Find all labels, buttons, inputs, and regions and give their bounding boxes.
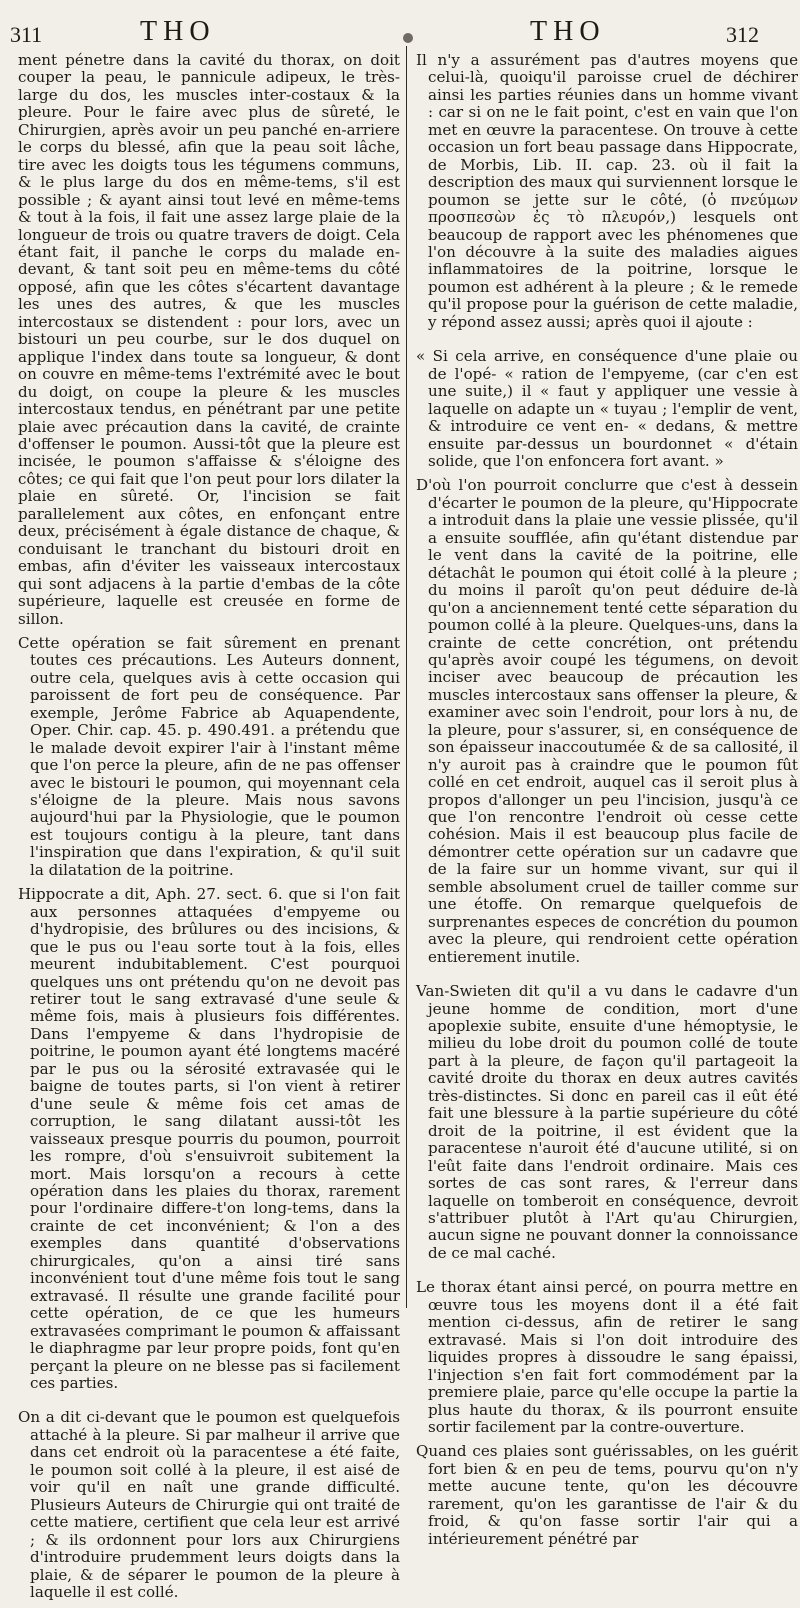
page-number-left: 311 bbox=[10, 22, 43, 47]
paragraph: Quand ces plaies sont guérissables, on les guérit fort bien & en peu de tems, pourvu qu'on n'y mette aucune tente, qu'on les découvre rarement, qu'on les garantisse de l'air & du froid, & qu'on fasse sortir l'air qui a intérieurement pénétré par bbox=[416, 1442, 798, 1548]
running-head-right: THO bbox=[530, 16, 606, 47]
paragraph: On a dit ci-devant que le poumon est quelquefois attaché à la pleure. Si par malheur il arrive que dans cet endroit où la paracentese a été faite, le poumon soit collé à la pleure, il est aisé de voir qu'il en naît une grande difficulté. Plusieurs Auteurs de Chirurgie qui ont traité de cette matiere, certifient que cela leur est arrivé ; & ils ordonnent pour lors aux Chirurgiens d'introduire prudemment leurs doigts dans la plaie, & de séparer le poumon de la pleure à laquelle il est collé. bbox=[18, 1408, 400, 1601]
column-rule bbox=[406, 46, 407, 1308]
paragraph: ment pénetre dans la cavité du thorax, on doit couper la peau, le pannicule adipeux, le très-large du dos, les muscles inter-costaux & la pleure. Pour le faire avec plus de sûreté, le Chirurgien, après avoir un peu panché en-arriere le corps du blessé, afin que la peau soit lâche, tire avec les doigts tous les tégumens communs, & le plus large du dos en même-tems, s'il est possible ; & ayant ainsi tout levé en même-tems & tout à la fois, il fait une assez large plaie de la longueur de trois ou quatre travers de doigt. Cela étant fait, il panche le corps du malade en-devant, & tant soit peu en même-tems du côté opposé, afin que les côtes s'écartent davantage les unes des autres, & que les muscles intercostaux se distendent : pour lors, avec un bistouri un peu courbe, sur le dos duquel on applique l'index dans toute sa longueur, & dont on couvre en même-tems l'extrémité avec le bout du doigt, on coupe la pleure & les muscles intercostaux tendus, en pénétrant par une petite plaie avec précaution dans la cavité, de crainte d'offenser le poumon. Aussi-tôt que la pleure est incisée, le poumon s'affaisse & s'éloigne des côtes; ce qui fait que l'on peut pour lors dilater la plaie en sûreté. Or, l'incision se fait parallelement aux côtes, en enfonçant entre deux, précisément à égale distance de chaque, & conduisant le tranchant du bistouri droit en embas, afin d'éviter les vaisseaux intercostaux qui sont adjacens à la partie d'embas de la côte supérieure, laquelle est creusée en forme de sillon. bbox=[18, 51, 400, 628]
paragraph: Cette opération se fait sûrement en prenant toutes ces précautions. Les Auteurs donnent, outre cela, quelques avis à cette occasion qui paroissent de fort peu de conséquence. Par exemple, Jerôme Fabrice ab Aquapendente, Oper. Chir. cap. 45. p. 490.491. a prétendu que le malade devoit expirer l'air à l'instant même que l'on perce la pleure, afin de ne pas offenser avec le bistouri le poumon, qui moyennant cela s'éloigne de la pleure. Mais nous savons aujourd'hui par la Physiologie, que le poumon est toujours contigu à la pleure, tant dans l'inspiration que dans l'expiration, & qu'il suit la dilatation de la poitrine. bbox=[18, 633, 400, 879]
right-column bbox=[416, 52, 798, 1555]
paragraph: Il n'y a assurément pas d'autres moyens que celui-là, quoiqu'il paroisse cruel de déchirer ainsi les parties réunies dans un homme vivant : car si on ne le fait point, c'est en vain que l'on met en œuvre la paracentese. On trouve à cette occasion un fort beau passage dans Hippocrate, de Morbis, Lib. II. cap. 23. où il fait la description des maux qui surviennent lorsque le poumon se jette sur le côté, (ὁ πνεύμων προσπεσὼν ἐς τὸ πλευρόν,) lesquels ont beaucoup de rapport avec les phénomenes que l'on découvre à la suite des maladies aigues inflammatoires de la poitrine, lorsque le poumon est adhérent à la pleure ; & le remede qu'il propose pour la guérison de cette maladie, y répond assez aussi; après quoi il ajoute : bbox=[416, 51, 798, 331]
running-head-left: THO bbox=[140, 16, 216, 47]
left-column bbox=[18, 52, 400, 1608]
paragraph: Le thorax étant ainsi percé, on pourra mettre en œuvre tous les moyens dont il a été fait mention ci-dessus, afin de retirer le sang extravasé. Mais si l'on doit introduire des liquides propres à dissoudre le sang épaissi, l'injection s'en fait fort commodément par la premiere plaie, parce qu'elle occupe la partie la plus haute du thorax, & ils pourront ensuite sortir facilement par la contre-ouverture. bbox=[416, 1278, 798, 1436]
paragraph: Van-Swieten dit qu'il a vu dans le cadavre d'un jeune homme de condition, mort d'une apoplexie subite, ensuite d'une hémoptysie, le milieu du lobe droit du poumon collé de toute part à la pleure, de façon qu'il partageoit la cavité droite du thorax en deux autres cavités très-distinctes. Si donc en pareil cas il eût été fait une blessure à la partie supérieure du côté droit de la poitrine, il est évident que la paracentese n'auroit été d'aucune utilité, si on l'eût faite dans l'endroit ordinaire. Mais ces sortes de cas sont rares, & l'erreur dans laquelle on tomberoit en conséquence, devroit s'attribuer plutôt à l'Art qu'au Chirurgien, aucun signe ne pouvant donner la connoissance de ce mal caché. bbox=[416, 982, 798, 1262]
paragraph: D'où l'on pourroit conclurre que c'est à dessein d'écarter le poumon de la pleure, qu'Hippocrate a introduit dans la plaie une vessie plissée, qu'il a ensuite soufflée, afin qu'étant distendue par le vent dans la cavité de la poitrine, elle détachât le poumon qui étoit collé à la pleure ; du moins il paroît qu'on peut déduire de-là qu'on a anciennement tenté cette séparation du poumon collé à la pleure. Quelques-uns, dans la crainte de cette concrétion, ont prétendu qu'après avoir coupé les tégumens, on devoit inciser avec beaucoup de précaution les muscles intercostaux sans offenser la pleure, & examiner avec soin l'endroit, pour lors à nu, de la pleure, pour s'assurer, si, en conséquence de son épaisseur inaccoutumée & de sa callosité, il n'y auroit pas à craindre que le poumon fût collé en cet endroit, auquel cas il seroit plus à propos d'allonger un peu l'incision, jusqu'à ce que l'on rencontre l'endroit où cesse cette cohésion. Mais il est beaucoup plus facile de démontrer cette opération sur un cadavre que de la faire sur un homme vivant, sur qui il semble absolument cruel de tailler comme sur une étoffe. On remarque quelquefois de surprenantes especes de concrétion du poumon avec la pleure, qui rendroient cette opération entierement inutile. bbox=[416, 476, 798, 966]
ink-blot bbox=[403, 33, 413, 43]
paragraph: Hippocrate a dit, Aph. 27. sect. 6. que si l'on fait aux personnes attaquées d'empyeme ou d'hydropisie, des brûlures ou des incisions, & que le pus ou l'eau sorte tout à la fois, elles meurent indubitablement. C'est pourquoi quelques uns ont prétendu qu'on ne devoit pas retirer tout le sang extravasé d'une seule & même fois, mais à plusieurs fois différentes. Dans l'empyeme & dans l'hydropisie de poitrine, le poumon ayant été longtems macéré par le pus ou la sérosité extravasée qui le baigne de toutes parts, si l'on vient à retirer d'une seule & même fois cet amas de corruption, le sang dilatant aussi-tôt les vaisseaux presque pourris du poumon, pourroit les rompre, d'où s'ensuivroit subitement la mort. Mais lorsqu'on a recours à cette opération dans les plaies du thorax, rarement pour l'ordinaire differe-t'on long-tems, dans la crainte de cet inconvénient; & l'on a des exemples dans quantité d'observations chirurgicales, qu'on a ainsi tiré sans inconvénient tout d'une même fois tout le sang extravasé. Il résulte une grande facilité pour cette opération, de ce que les humeurs extravasées comprimant le poumon & affaissant le diaphragme par leur propre poids, font qu'en perçant la pleure on ne blesse pas si facilement ces parties. bbox=[18, 885, 400, 1392]
page-number-right: 312 bbox=[726, 22, 759, 47]
quotation: « Si cela arrive, en conséquence d'une plaie ou de l'opé- « ration de l'empyeme, (car c'en est une suite,) il « faut y appliquer une vessie à laquelle on adapte un « tuyau ; l'emplir de vent, & introduire ce vent en- « dedans, & mettre ensuite par-dessus un bourdonnet « d'étain solide, que l'on enfoncera fort avant. » bbox=[416, 347, 798, 470]
